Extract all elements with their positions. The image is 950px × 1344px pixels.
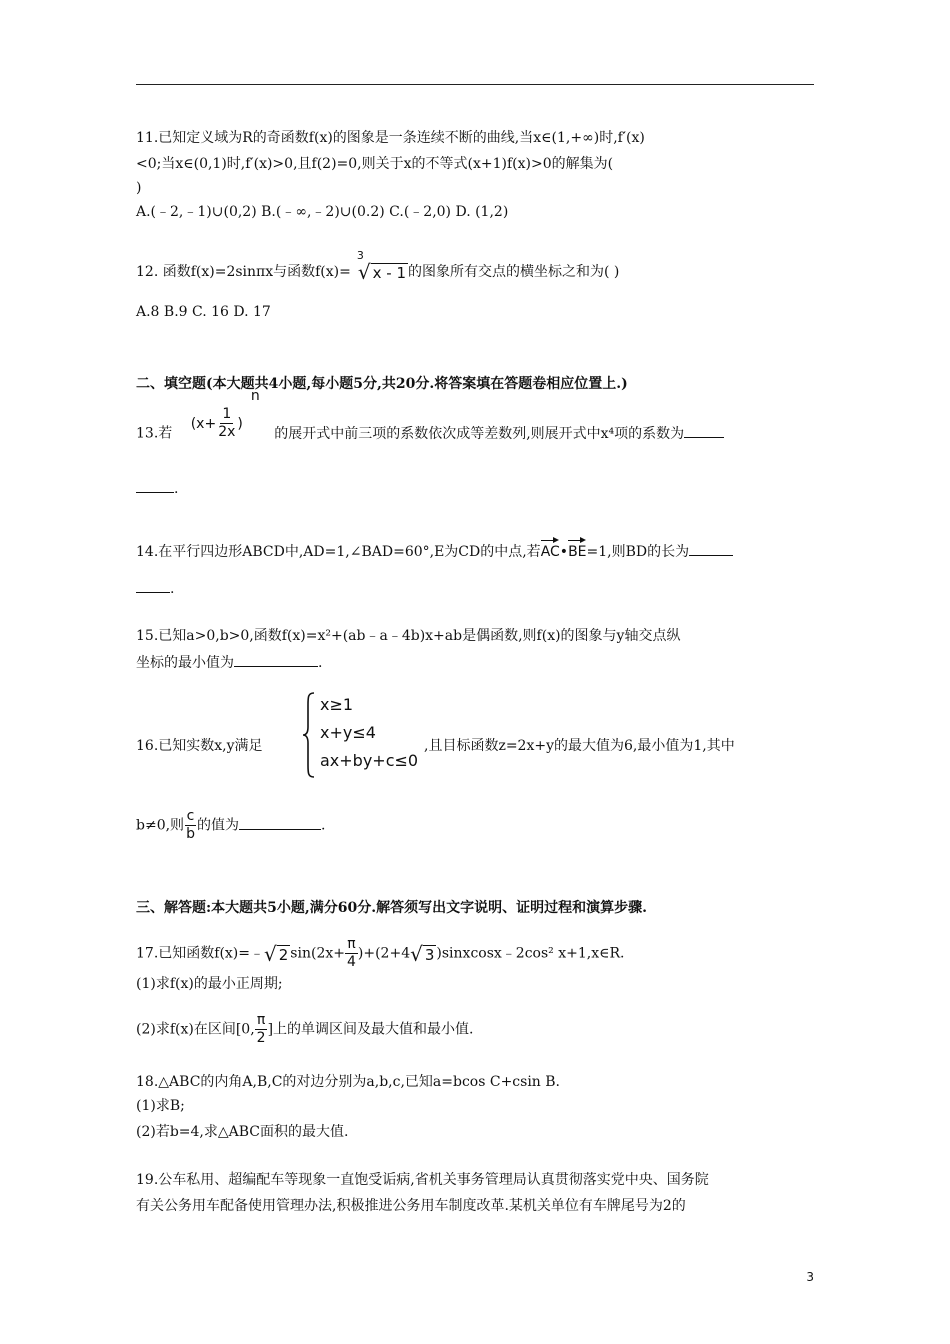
q13-answer-blank-cont (136, 478, 174, 493)
q13-frac-num: 1 (222, 406, 232, 422)
q14-text: 14.在平行四边形ABCD中,AD=1,∠BAD=60°,E为CD的中点,若 (136, 544, 541, 560)
q17-line (136, 936, 624, 971)
q17-sub2-fraction (255, 1012, 268, 1047)
q18-sub1: (1)求B; (136, 1098, 185, 1114)
q14-end: . (170, 581, 175, 597)
left-brace-icon (302, 691, 316, 779)
q14-line2 (136, 578, 174, 599)
q11-line1: 11.已知定义域为R的奇函数f(x)的图象是一条连续不断的曲线,当x∈(1,+∞)时,f′(x) (136, 130, 645, 146)
q16-line2-prefix: b≠0,则 (136, 817, 185, 834)
q14-answer-blank-cont (136, 578, 170, 593)
section2-heading: 二、填空题(本大题共4小题,每小题5分,共20分.将答案填在答题卷相应位置上.) (136, 376, 628, 392)
q16-prefix: 16.已知实数x,y满足 (136, 738, 263, 754)
q18-sub2: (2)若b=4,求△ABC面积的最大值. (136, 1124, 349, 1140)
q17-sqrt3 (410, 941, 436, 966)
q15-line1: 15.已知a>0,b>0,函数f(x)=x²+(ab﹣a﹣4b)x+ab是偶函数,则f(x)的图象与y轴交点纵 (136, 628, 681, 644)
radical-sign-icon: √ (410, 941, 423, 966)
q17-sub2 (136, 1012, 474, 1047)
q11-line3: ) (136, 180, 142, 196)
q16-frac-num: c (186, 808, 195, 824)
q13-line (136, 387, 724, 451)
q17-p2: sin(2x+ (290, 945, 345, 962)
q17-frac-den: 4 (346, 954, 356, 970)
q16-line2-suffix: 的值为 (196, 817, 239, 834)
q16-fraction (184, 808, 197, 843)
q17-sub1: (1)求f(x)的最小正周期; (136, 976, 283, 992)
q13-line2 (136, 478, 178, 499)
q12-cube-root (351, 249, 408, 284)
q16-constraint-1: x≥1 (320, 695, 354, 714)
q16-line2 (136, 808, 325, 843)
q19-line2: 有关公务用车配备使用管理办法,积极推进公务用车制度改革.某机关单位有车牌尾号为2的 (136, 1198, 686, 1214)
q14-dot: • (559, 544, 569, 560)
q13-text: 的展开式中前三项的系数依次成等差数列,则展开式中x⁴项的系数为 (274, 425, 685, 442)
q13-close: ) (237, 415, 243, 432)
radical-sign-icon: √ (264, 941, 277, 966)
page-number: 3 (806, 1270, 814, 1284)
q17-sqrt3-radicand: 3 (424, 945, 435, 964)
q13-binomial (190, 387, 260, 440)
q19-line1: 19.公车私用、超编配车等现象一直饱受诟病,省机关事务管理局认真贯彻落实党中央、国务院 (136, 1172, 709, 1188)
q14-vector-be: BE (568, 538, 586, 562)
q13-frac-den: 2x (218, 424, 236, 440)
q16-end: . (320, 817, 326, 834)
radical-sign-icon: √ (357, 260, 371, 284)
q13-exponent: n (250, 387, 260, 404)
q14-line (136, 538, 733, 562)
section3-heading: 三、解答题:本大题共5小题,满分60分.解答须写出文字说明、证明过程和演算步骤. (136, 900, 648, 916)
q17-sub2-suffix: ]上的单调区间及最大值和最小值. (267, 1021, 474, 1038)
q17-sub2-num: π (256, 1012, 266, 1028)
q16-frac-den: b (186, 826, 195, 842)
q17-sub2-den: 2 (256, 1030, 266, 1046)
q15-end: . (318, 655, 323, 671)
q16-suffix: ,且目标函数z=2x+y的最大值为6,最小值为1,其中 (424, 738, 735, 754)
q12-radicand: x - 1 (372, 264, 406, 282)
q11-options: A.(﹣2,﹣1)∪(0,2) B.(﹣∞,﹣2)∪(0.2) C.(﹣2,0) D. (1,2) (136, 204, 509, 220)
q17-fraction (345, 936, 358, 971)
q14-answer-blank (689, 541, 733, 556)
q14-vector-ac: AC (541, 538, 560, 562)
q14-text2: =1,则BD的长为 (586, 544, 690, 560)
q17-sqrt2-radicand: 2 (278, 945, 289, 964)
q15-line2 (136, 652, 322, 673)
q12-suffix: 的图象所有交点的横坐标之和为( ) (408, 264, 620, 280)
q15-line2-text: 坐标的最小值为 (136, 655, 234, 671)
q12-root-index: 3 (356, 249, 364, 262)
q17-p4: )sinxcosx﹣2cos² x+1,x∈R. (436, 945, 625, 962)
q17-sqrt2 (264, 941, 290, 966)
q13-fraction (216, 406, 237, 441)
q13-end: . (174, 481, 179, 497)
q12-options: A.8 B.9 C. 16 D. 17 (136, 304, 271, 320)
q11-line2: <0;当x∈(0,1)时,f′(x)>0,且f(2)=0,则关于x的不等式(x+1)f(x)>0的解集为( (136, 156, 614, 172)
q18-line1: 18.△ABC的内角A,B,C的对边分别为a,b,c,已知a=bcos C+csin B. (136, 1074, 561, 1090)
q17-frac-num: π (347, 936, 356, 952)
q17-sub2-prefix: (2)求f(x)在区间[0, (136, 1021, 255, 1038)
q13-prefix: 13.若 (136, 425, 173, 442)
q13-answer-blank (684, 423, 724, 438)
q17-p3: )+(2+4 (357, 945, 411, 962)
q16-constraint-2: x+y≤4 (320, 723, 376, 742)
q16-answer-blank (239, 815, 321, 830)
header-rule (136, 84, 814, 85)
q16-constraint-3: ax+by+c≤0 (320, 751, 419, 770)
q17-p1: 17.已知函数f(x)=﹣ (136, 945, 264, 962)
q13-open: (x+ (190, 415, 217, 432)
q12-line (136, 249, 620, 284)
q12-prefix: 12. 函数f(x)=2sinπx与函数f(x)= (136, 264, 351, 280)
q15-answer-blank (234, 652, 318, 667)
